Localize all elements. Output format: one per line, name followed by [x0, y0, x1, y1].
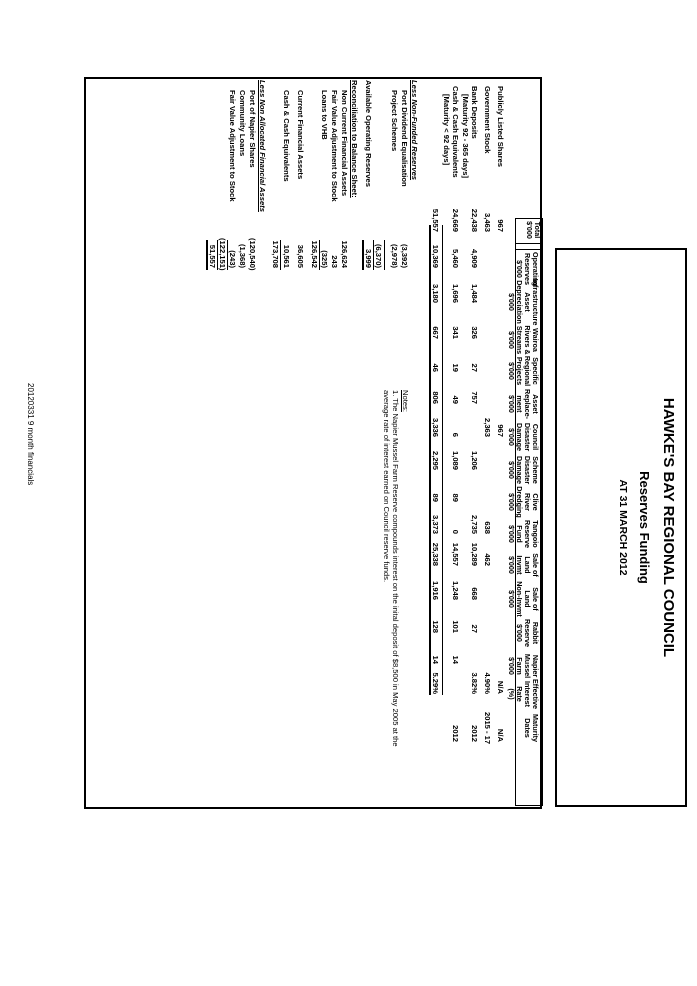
column-header-total: Total $'000 — [525, 221, 542, 239]
report-date: AT 31 MARCH 2012 — [617, 479, 629, 576]
cell-sale_non: 1,248 — [451, 580, 460, 600]
cell-total: 24,669 — [451, 208, 460, 232]
column-header-sale_non: Sale of Land Non-Invmt $'000 — [507, 581, 540, 617]
note-line-2: average rate of interest earned on Council reserve funds. — [382, 390, 391, 583]
recon-value: 10,561 — [282, 244, 291, 268]
total-clive: 89 — [431, 493, 440, 502]
column-header-sale_invmt: Sale of Land Invmt $'000 — [507, 553, 540, 577]
subtotal-rule — [373, 240, 374, 270]
cell-maturity: 2012 — [451, 725, 460, 742]
recon-label: Non Current Financial Assets — [340, 90, 349, 197]
cell-tangoio: 638 — [483, 521, 492, 534]
note-line-1: 1. The Napier Mussel Farm Reserve compounds interest on the inital deposit of $8,500 in May 2005 at the — [391, 390, 400, 747]
cell-operating: 5,460 — [451, 248, 460, 268]
cell-council_disaster: 2,363 — [483, 417, 492, 437]
report-subtitle: Reserves Funding — [637, 471, 652, 584]
total-scheme_disaster: 2,295 — [431, 450, 440, 470]
non-funded-value: (2,978) — [390, 243, 399, 268]
cell-rabbit: 27 — [470, 624, 479, 633]
column-header-asset_replace: Asset Replace- ment $'000 — [507, 389, 540, 419]
recon-label: Current Financial Assets — [296, 90, 305, 180]
recon-value: 36,605 — [296, 244, 305, 268]
total-rabbit: 128 — [431, 620, 440, 633]
subtotal-rule — [280, 240, 281, 270]
column-header-council_disaster: Council Disaster Damage $'000 — [507, 422, 540, 452]
cell-napier: 14 — [451, 655, 460, 664]
total-specific: 46 — [431, 363, 440, 372]
column-header-rate: Effective Interest Rate (%) — [507, 679, 540, 709]
total-tangoio: 3,373 — [431, 514, 440, 534]
row-label-sub: [Maturity 92 - 365 days] — [461, 94, 470, 178]
total-operating: 10,369 — [431, 244, 440, 268]
recon-subtotal-2: 173,708 — [271, 240, 280, 268]
non-allocated-label: Port of Napier Shares — [248, 90, 257, 168]
recon-value: (325) — [320, 250, 329, 268]
totals-rule — [442, 225, 443, 695]
total-sale_invmt: 25,338 — [431, 542, 440, 566]
non-allocated-label: Fair Value Adjustment to Stock — [228, 90, 237, 202]
non-allocated-value: (1,368) — [238, 243, 247, 268]
cell-specific: 27 — [470, 363, 479, 372]
subtotal-rule — [227, 240, 228, 270]
non-funded-subtotal: (6,370) — [374, 243, 383, 268]
row-label: Cash & Cash Equivalents — [451, 86, 460, 178]
subtotal-rule — [217, 240, 218, 270]
cell-specific: 19 — [451, 363, 460, 372]
recon-label: Fair Value Adjustment to Stock — [330, 90, 339, 202]
total-wairoa: 667 — [431, 326, 440, 339]
column-header-specific: Specific Regional Projects $'000 — [507, 355, 540, 387]
non-allocated-value: (120,540) — [248, 238, 257, 271]
cell-total: 967 — [496, 219, 505, 232]
non-allocated-value: (243) — [228, 250, 237, 268]
cell-sale_invmt: 10,289 — [470, 542, 479, 566]
cell-council_disaster: 6 — [451, 432, 460, 437]
cell-tangoio: 2,735 — [470, 514, 479, 534]
row-label: Bank Deposits — [470, 86, 479, 139]
recon-subtotal: 126,542 — [310, 240, 319, 268]
cell-operating: 4,909 — [470, 248, 479, 268]
row-label-sub: [Maturity < 92 days] — [442, 94, 451, 166]
available-label: Available Operating Reserves — [364, 80, 373, 187]
cell-clive: 89 — [451, 493, 460, 502]
cell-maturity: 2015 - 17 — [483, 712, 492, 745]
total-napier: 14 — [431, 655, 440, 664]
cell-rabbit: 101 — [451, 620, 460, 633]
report-title: HAWKE'S BAY REGIONAL COUNCIL — [660, 397, 677, 658]
non-allocated-subtotal: (122,151) — [218, 238, 227, 271]
cell-rate: N/A — [496, 680, 505, 694]
cell-maturity: N/A — [496, 728, 505, 742]
cell-rate: 3.82% — [470, 672, 479, 694]
total-rate: 5.29% — [431, 672, 440, 694]
column-header-infra: Infrastructure Asset Depreciation $'000 — [507, 278, 540, 326]
column-header-rabbit: Rabbit Reserve $'000 — [515, 619, 540, 647]
cell-infra: 1,484 — [470, 283, 479, 303]
non-funded-value: (3,392) — [400, 243, 409, 268]
available-value: 3,999 — [364, 248, 373, 268]
less-non-allocated-heading: Less Non Allocated Financial Assets — [258, 80, 267, 212]
final-total: 51,557 — [208, 244, 217, 268]
cell-rate: 4.90% — [483, 672, 492, 694]
cell-council_disaster: 967 — [496, 424, 505, 437]
subtotal-rule — [206, 240, 208, 270]
title-box — [555, 248, 687, 807]
cell-scheme_disaster: 1,089 — [451, 450, 460, 470]
cell-wairoa: 326 — [470, 326, 479, 339]
cell-sale_invmt: 14,557 — [451, 542, 460, 566]
non-allocated-label: Community Loans — [238, 90, 247, 157]
cell-sale_invmt: 462 — [483, 553, 492, 566]
row-label: Publicly Listed Shares — [496, 86, 505, 168]
column-header-napier: Napier Mussel Farm $'000 — [507, 653, 540, 679]
column-header-tangoio: Tangoio Reserve Fund $'000 — [507, 520, 540, 548]
non-funded-label: Project Schemes — [390, 90, 399, 152]
cell-asset_replace: 49 — [451, 395, 460, 404]
recon-value: 126,624 — [340, 240, 349, 268]
subtotal-rule — [384, 240, 385, 270]
cell-infra: 1,696 — [451, 283, 460, 303]
column-header-clive: Clive River Dredging $'000 — [507, 486, 540, 518]
non-funded-label: Port Dividend Equalisation — [400, 90, 409, 187]
reconciliation-heading: Reconciliation to Balance Sheet: — [350, 80, 359, 198]
total-infra: 3,180 — [431, 283, 440, 303]
subtotal-rule — [362, 240, 364, 270]
column-header-wairoa: Wairoa Rivers & Streams $'000 — [507, 325, 540, 355]
subtotal-rule — [319, 240, 320, 270]
recon-value: 243 — [330, 255, 339, 268]
footer-text: 20120331 9 month financials — [26, 383, 35, 486]
cell-scheme_disaster: 1,206 — [470, 450, 479, 470]
cell-total: 3,463 — [483, 212, 492, 232]
cell-wairoa: 341 — [451, 326, 460, 339]
column-header-operating: Operating Reserves $'000 — [515, 252, 540, 286]
total-council_disaster: 3,336 — [431, 417, 440, 437]
column-header-scheme_disaster: Scheme Disaster Damage $'000 — [507, 455, 540, 485]
cell-maturity: 2012 — [470, 725, 479, 742]
cell-asset_replace: 757 — [470, 391, 479, 404]
total-asset_replace: 806 — [431, 391, 440, 404]
cell-total: 22,438 — [470, 208, 479, 232]
less-non-funded-heading: Less Non-Funded Reserves — [410, 80, 419, 181]
column-header-maturity: Maturity Dates — [523, 714, 540, 742]
recon-label: Loans to VHB — [320, 90, 329, 140]
cell-sale_non: 668 — [470, 587, 479, 600]
row-label: Government Stock — [483, 86, 492, 154]
recon-label: Cash & Cash Equivalents — [282, 90, 291, 182]
total-total: 51,557 — [431, 208, 440, 232]
total-sale_non: 1,916 — [431, 580, 440, 600]
notes-heading: Notes: — [401, 390, 410, 412]
cell-tangoio: 0 — [451, 529, 460, 534]
